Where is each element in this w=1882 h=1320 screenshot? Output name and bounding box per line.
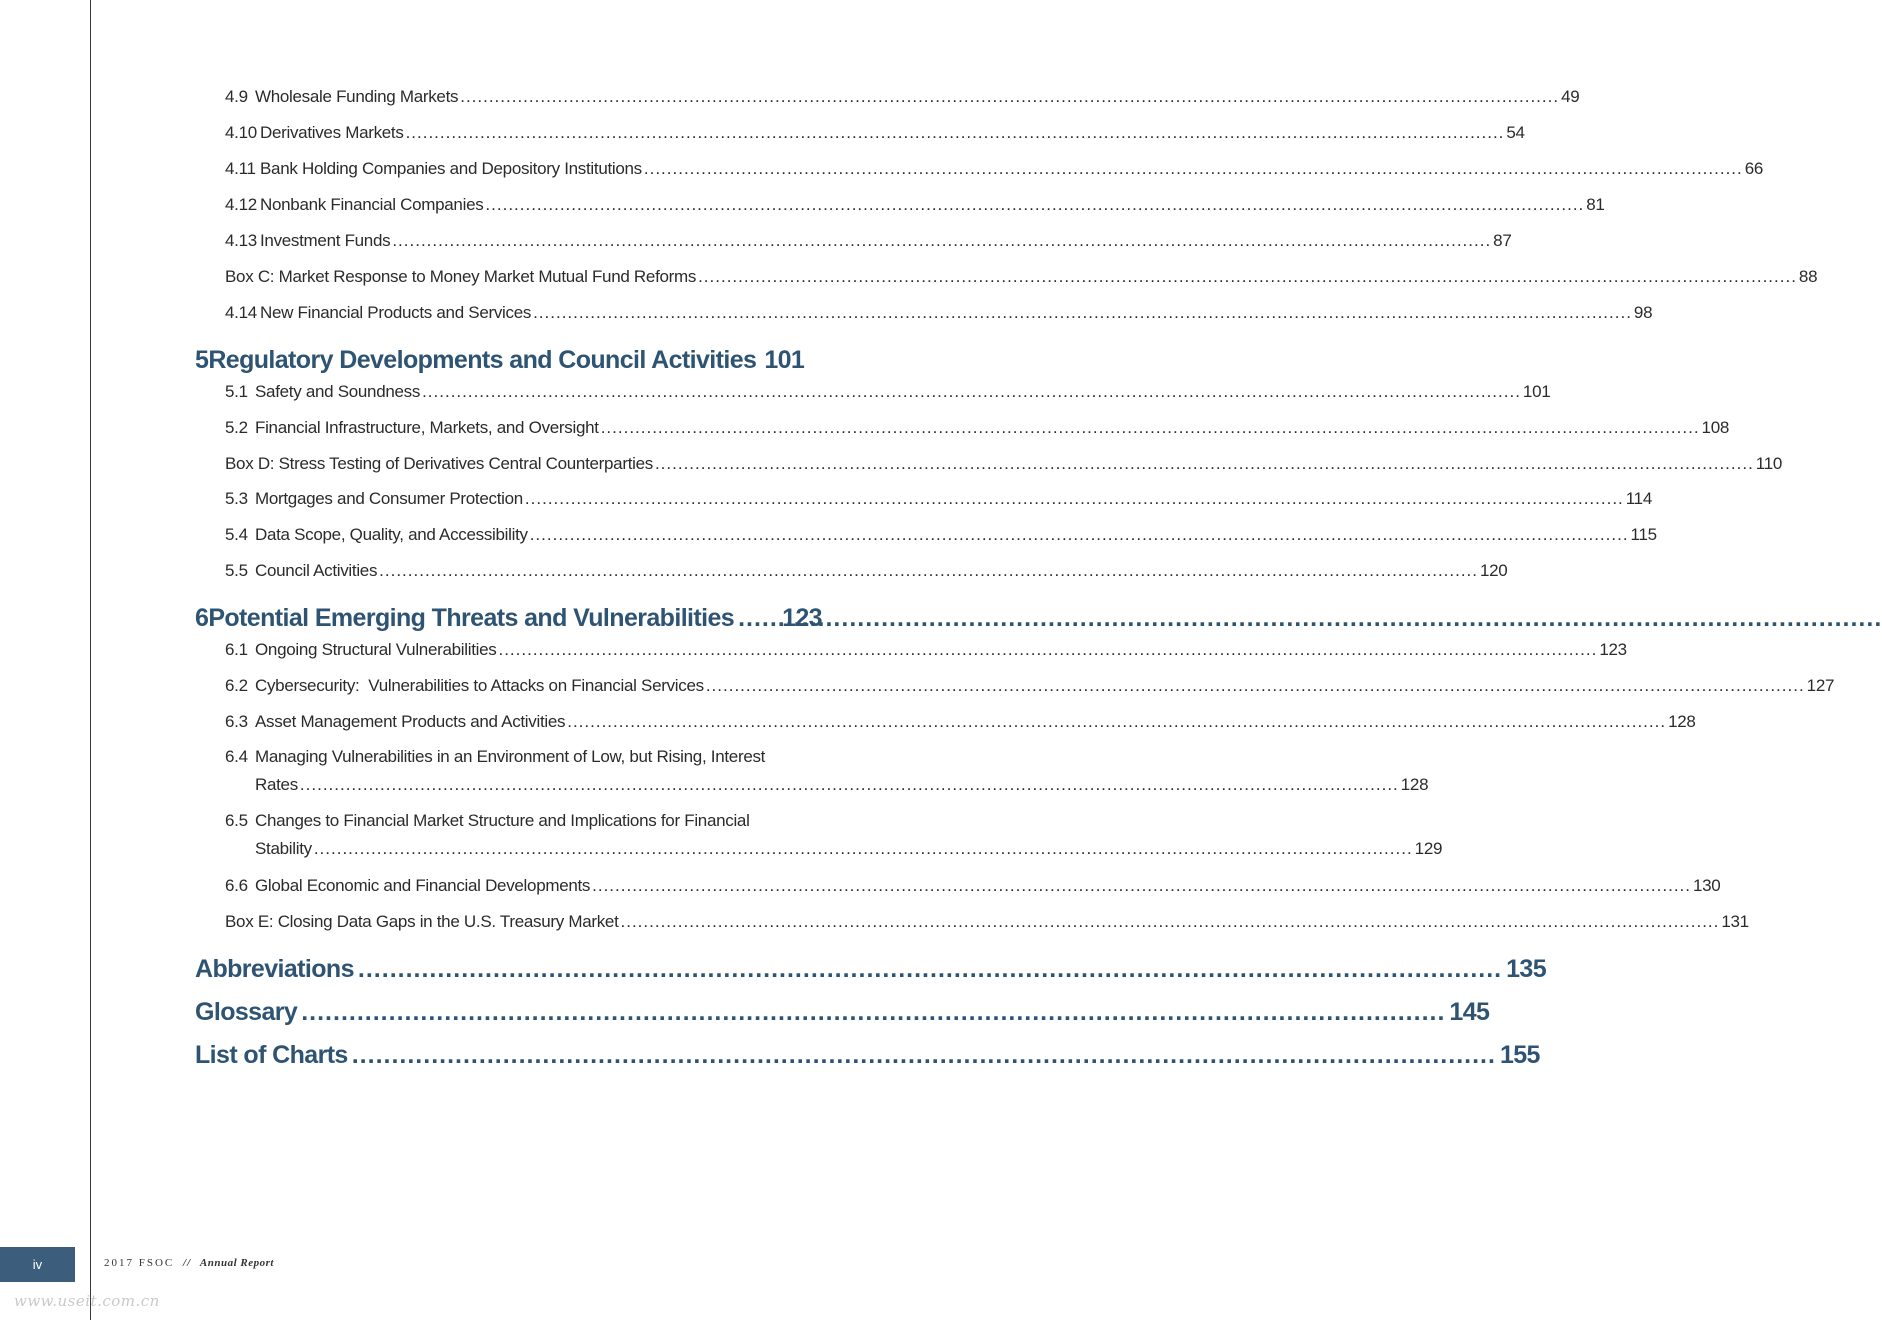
running-footer bbox=[104, 1257, 274, 1269]
toc-entry-number: 4.9 bbox=[225, 87, 248, 106]
section-title: List of Charts bbox=[195, 1041, 348, 1069]
dot-leader bbox=[525, 488, 1624, 510]
dot-leader bbox=[601, 417, 1700, 439]
watermark: www.useit.com.cn bbox=[14, 1292, 160, 1310]
section-number: 5 bbox=[195, 346, 209, 374]
dot-leader bbox=[706, 675, 1805, 697]
section-title: Potential Emerging Threats and Vulnerabilities bbox=[208, 604, 735, 632]
toc-entry-label: Investment Funds bbox=[260, 231, 391, 250]
section-page: 145 bbox=[1449, 998, 1490, 1026]
section-title: Regulatory Developments and Council Activities bbox=[208, 346, 757, 374]
dot-leader bbox=[460, 86, 1559, 108]
toc-entry-number: 5.2 bbox=[225, 418, 248, 437]
toc-entry-page: 98 bbox=[1633, 303, 1653, 322]
toc-entry-label-line1: Changes to Financial Market Structure and Implications for Financial bbox=[255, 811, 750, 830]
dot-leader bbox=[655, 453, 1754, 475]
dot-leader bbox=[392, 230, 1491, 252]
toc-entry-label: Cybersecurity: Vulnerabilities to Attacks on Financial Services bbox=[255, 676, 704, 695]
toc-entry-number: 6.4 bbox=[225, 747, 248, 766]
toc-entry-4-14[interactable] bbox=[225, 302, 1653, 324]
toc-entry-page: 129 bbox=[1414, 839, 1443, 858]
section-page: 101 bbox=[764, 346, 805, 374]
footer-separator: // bbox=[183, 1257, 192, 1269]
toc-entry-number: 4.13 bbox=[225, 231, 257, 250]
toc-section-5[interactable] bbox=[195, 346, 805, 375]
section-page: 155 bbox=[1499, 1041, 1540, 1069]
dot-leader bbox=[567, 711, 1666, 733]
dot-leader bbox=[592, 875, 1691, 897]
toc-entry-label: Global Economic and Financial Developments bbox=[255, 876, 591, 895]
toc-entry-page: 115 bbox=[1630, 525, 1657, 544]
toc-entry-number: 4.14 bbox=[225, 303, 257, 322]
toc-entry-page: 128 bbox=[1400, 775, 1429, 794]
toc-entry-number: 6.5 bbox=[225, 811, 248, 830]
toc-entry-6-5[interactable] bbox=[225, 807, 1443, 863]
dot-leader bbox=[738, 604, 778, 633]
toc-entry-number: 5.3 bbox=[225, 489, 248, 508]
toc-entry-page: 127 bbox=[1806, 676, 1835, 695]
toc-entry-4-12[interactable] bbox=[225, 194, 1605, 216]
toc-entry-4-13[interactable] bbox=[225, 230, 1512, 252]
toc-entry-6-1[interactable] bbox=[225, 639, 1627, 661]
toc-entry-page: 128 bbox=[1668, 712, 1696, 731]
dot-leader bbox=[300, 771, 1399, 799]
toc-entry-page: 108 bbox=[1701, 418, 1730, 437]
section-page: 123 bbox=[782, 604, 822, 632]
dot-leader bbox=[621, 911, 1720, 933]
toc-entry-number: 6.6 bbox=[225, 876, 248, 895]
toc-entry-box-c[interactable] bbox=[225, 266, 1818, 288]
toc-entry-5-1[interactable] bbox=[225, 381, 1551, 403]
toc-section-6[interactable] bbox=[195, 604, 822, 633]
toc-entry-label: Derivatives Markets bbox=[260, 123, 404, 142]
toc-entry-number: 5.4 bbox=[225, 525, 248, 544]
toc-entry-number: 6.1 bbox=[225, 640, 248, 659]
dot-leader bbox=[314, 835, 1413, 863]
toc-entry-6-2[interactable] bbox=[225, 675, 1835, 697]
dot-leader bbox=[358, 955, 1502, 984]
page-number: iv bbox=[32, 1257, 43, 1272]
dot-leader bbox=[379, 560, 1478, 582]
toc-entry-label: Nonbank Financial Companies bbox=[260, 195, 484, 214]
toc-entry-number: 4.10 bbox=[225, 123, 257, 142]
toc-entry-5-4[interactable] bbox=[225, 524, 1657, 546]
toc-entry-page: 66 bbox=[1744, 159, 1764, 178]
dot-leader bbox=[698, 266, 1797, 288]
toc-entry-number: 6.2 bbox=[225, 676, 248, 695]
dot-leader bbox=[498, 639, 1597, 661]
section-title: Abbreviations bbox=[195, 955, 354, 983]
dot-leader bbox=[533, 302, 1632, 324]
toc-entry-page: 88 bbox=[1798, 267, 1818, 286]
toc-entry-page: 123 bbox=[1599, 640, 1627, 659]
toc-entry-label: Financial Infrastructure, Markets, and Oversight bbox=[255, 418, 599, 437]
dot-leader bbox=[422, 381, 1521, 403]
toc-entry-page: 101 bbox=[1522, 382, 1551, 401]
toc-entry-label: Council Activities bbox=[255, 561, 378, 580]
toc-entry-4-9[interactable] bbox=[225, 86, 1580, 108]
section-title: Glossary bbox=[195, 998, 298, 1026]
toc-entry-5-2[interactable] bbox=[225, 417, 1730, 439]
footer-report-title: Annual Report bbox=[199, 1257, 274, 1269]
toc-entry-5-5[interactable] bbox=[225, 560, 1508, 582]
dot-leader bbox=[644, 158, 1743, 180]
page-number-badge bbox=[0, 1247, 75, 1282]
toc-entry-number: 4.11 bbox=[225, 159, 256, 178]
toc-entry-label: Data Scope, Quality, and Accessibility bbox=[255, 525, 528, 544]
toc-glossary[interactable] bbox=[195, 998, 1490, 1027]
toc-entry-label: New Financial Products and Services bbox=[260, 303, 532, 322]
toc-list-of-charts[interactable] bbox=[195, 1041, 1540, 1070]
toc-abbreviations[interactable] bbox=[195, 955, 1547, 984]
toc-entry-page: 87 bbox=[1493, 231, 1512, 250]
toc-entry-number: 6.3 bbox=[225, 712, 248, 731]
dot-leader bbox=[301, 998, 1445, 1027]
toc-entry-label: Mortgages and Consumer Protection bbox=[255, 489, 523, 508]
toc-entry-label: Box D: Stress Testing of Derivatives Central Counterparties bbox=[225, 454, 653, 473]
toc-entry-page: 131 bbox=[1721, 912, 1749, 931]
toc-entry-label-line1: Managing Vulnerabilities in an Environment of Low, but Rising, Interest bbox=[255, 747, 766, 766]
toc-entry-label: Wholesale Funding Markets bbox=[255, 87, 459, 106]
dot-leader bbox=[485, 194, 1584, 216]
dot-leader bbox=[406, 122, 1505, 144]
toc-entry-label-line2: Rates bbox=[255, 775, 298, 794]
toc-entry-page: 114 bbox=[1625, 489, 1652, 508]
toc-entry-box-e[interactable] bbox=[225, 911, 1749, 933]
toc-entry-6-4[interactable] bbox=[225, 743, 1429, 799]
toc-entry-5-3[interactable] bbox=[225, 488, 1652, 510]
toc-entry-label: Box C: Market Response to Money Market Mutual Fund Reforms bbox=[225, 267, 697, 286]
toc-entry-page: 54 bbox=[1506, 123, 1525, 142]
toc-entry-label: Safety and Soundness bbox=[255, 382, 421, 401]
toc-entry-label: Asset Management Products and Activities bbox=[255, 712, 566, 731]
toc-entry-box-d[interactable] bbox=[225, 453, 1782, 475]
toc-entry-page: 81 bbox=[1586, 195, 1605, 214]
section-number: 6 bbox=[195, 604, 209, 632]
footer-year-org: 2017 FSOC bbox=[104, 1257, 175, 1269]
toc-entry-label-line2: Stability bbox=[255, 839, 312, 858]
toc-entry-label: Bank Holding Companies and Depository Institutions bbox=[260, 159, 642, 178]
toc-entry-label: Ongoing Structural Vulnerabilities bbox=[255, 640, 497, 659]
toc-entry-number: 5.1 bbox=[225, 382, 248, 401]
toc-entry-number: 5.5 bbox=[225, 561, 248, 580]
toc-entry-6-3[interactable] bbox=[225, 711, 1696, 733]
toc-entry-4-10[interactable] bbox=[225, 122, 1525, 144]
toc-entry-page: 120 bbox=[1480, 561, 1508, 580]
section-page: 135 bbox=[1506, 955, 1547, 983]
toc-entry-page: 130 bbox=[1692, 876, 1721, 895]
dot-leader bbox=[352, 1041, 1496, 1070]
toc-entry-6-6[interactable] bbox=[225, 875, 1721, 897]
toc-entry-number: 4.12 bbox=[225, 195, 257, 214]
toc-entry-label: Box E: Closing Data Gaps in the U.S. Treasury Market bbox=[225, 912, 619, 931]
toc-entry-4-11[interactable] bbox=[225, 158, 1764, 180]
vertical-margin-rule bbox=[90, 0, 91, 1320]
toc-entry-page: 49 bbox=[1561, 87, 1580, 106]
toc-entry-page: 110 bbox=[1755, 454, 1782, 473]
dot-leader bbox=[530, 524, 1629, 546]
